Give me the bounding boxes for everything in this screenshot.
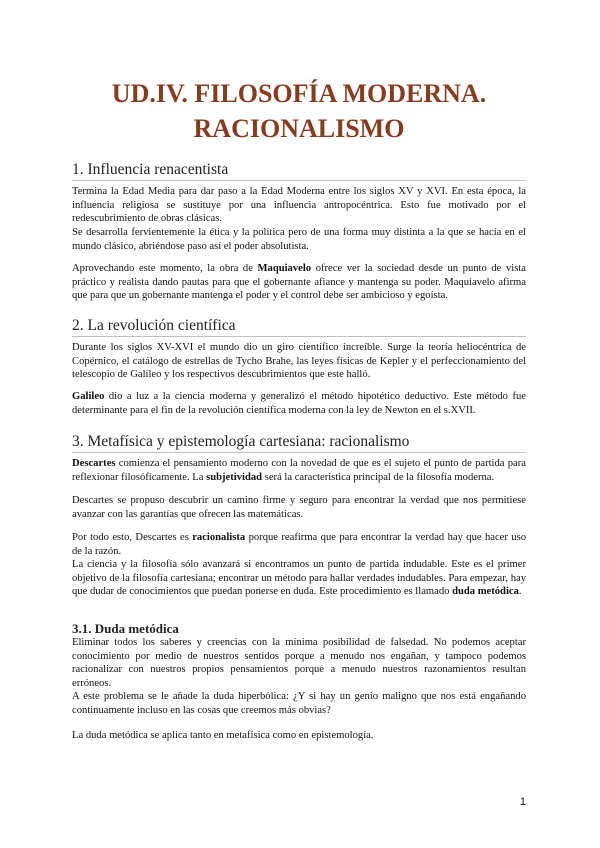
section-2-paragraph-1: Durante los siglos XV-XVI el mundo dio un giro científico increíble. Surge la teoría heliocéntrica de Copérnico, el catálogo de estrellas de Tycho Brahe, las leyes físicas de Kepler y el perfeccionamiento del telescopio de Galileo y los respectivos descubrimientos que este halló.: [72, 342, 526, 381]
section-3-paragraph-2: Descartes se propuso descubrir un camino firme y seguro para encontrar la verdad que nos permitiese avanzar con las garantías que ofrecen las matemáticas.: [72, 495, 526, 520]
section-3-heading: 3. Metafísica y epistemología cartesiana: racionalismo: [72, 433, 410, 450]
section-divider: [72, 336, 526, 337]
title-line-1: UD.IV. FILOSOFÍA MODERNA.: [111, 79, 487, 108]
section-3-paragraph-3: Por todo esto, Descartes es racionalista porque reafirma que para encontrar la verdad hay que hacer uso de la razón.: [72, 532, 526, 557]
section-divider: [72, 452, 526, 453]
descartes-highlight: Descartes: [72, 458, 116, 469]
section-3-1-paragraph-2: A este problema se le añade la duda hiperbólica: ¿Y si hay un genio maligno que nos está engañando continuamente incluso en las cosas que creemos más obvias?: [72, 691, 526, 716]
section-1-paragraph-3: Aprovechando este momento, la obra de Maquiavelo ofrece ver la sociedad desde un punto de vista práctico y realista dando pautas para que el gobernante afiance y mantenga su poder. Maquiavelo afirma que para que un gobernante mantenga el poder y el control debe ser ambicioso y egoísta.: [72, 263, 526, 302]
section-2-heading: 2. La revolución científica: [72, 317, 236, 334]
section-1-heading: 1. Influencia renacentista: [72, 161, 229, 178]
section-3-paragraph-4: La ciencia y la filosofía sólo avanzará si encontramos un punto de partida indudable. Este es el primer objetivo de la filosofía cartesiana; encontrar un método para hallar verdades indudables. Para empezar, hay que dudar de conocimientos que puedan ponerse en duda. Este procedimiento es llamado duda metódica.: [72, 559, 526, 598]
section-1-paragraph-1: Termina la Edad Media para dar paso a la Edad Moderna entre los siglos XV y XVI. En esta época, la influencia religiosa se sustituye por una influencia antropocéntrica. Esto fue motivado por el redescubrimiento de obras clásicas.: [72, 186, 526, 225]
section-3-1-paragraph-3: La duda metódica se aplica tanto en metafísica como en epistemología.: [72, 730, 374, 741]
section-3-1-heading: 3.1. Duda metódica: [72, 621, 179, 636]
document-title: [72, 76, 526, 146]
section-3-1-paragraph-1: Eliminar todos los saberes y creencias con la mínima posibilidad de falsedad. No podemos aceptar conocimiento por medio de nuestros sentidos porque a menudo nos engañan, y tampoco podemos racionalizar con nuestros propios pensamientos porque a menudo nuestros razonamientos resultan erróneos.: [72, 637, 526, 689]
section-3-paragraph-1: Descartes comienza el pensamiento moderno con la novedad de que es el sujeto el punto de partida para reflexionar filosóficamente. La subjetividad será la característica principal de la filosofía moderna.: [72, 458, 526, 483]
section-divider: [72, 180, 526, 181]
galileo-highlight: Galileo: [72, 391, 105, 402]
section-1-paragraph-2: Se desarrolla fervientemente la ética y la política pero de una forma muy distinta a la que se hacía en el mundo clásico, abriéndose paso así el poder absolutista.: [72, 227, 526, 252]
racionalista-highlight: racionalista: [192, 532, 246, 543]
title-line-2: RACIONALISMO: [193, 114, 405, 143]
duda-metodica-highlight: duda metódica: [452, 586, 519, 598]
subjetividad-highlight: subjetividad: [206, 471, 263, 483]
page-number: 1: [519, 796, 526, 808]
maquiavelo-highlight: Maquiavelo: [257, 263, 312, 274]
section-2-paragraph-2: Galileo dio a luz a la ciencia moderna y generalizó el método hipotético deductivo. Este método fue determinante para el fin de la revolución científica moderna con la ley de Newton en el s.XVII.: [72, 391, 526, 416]
